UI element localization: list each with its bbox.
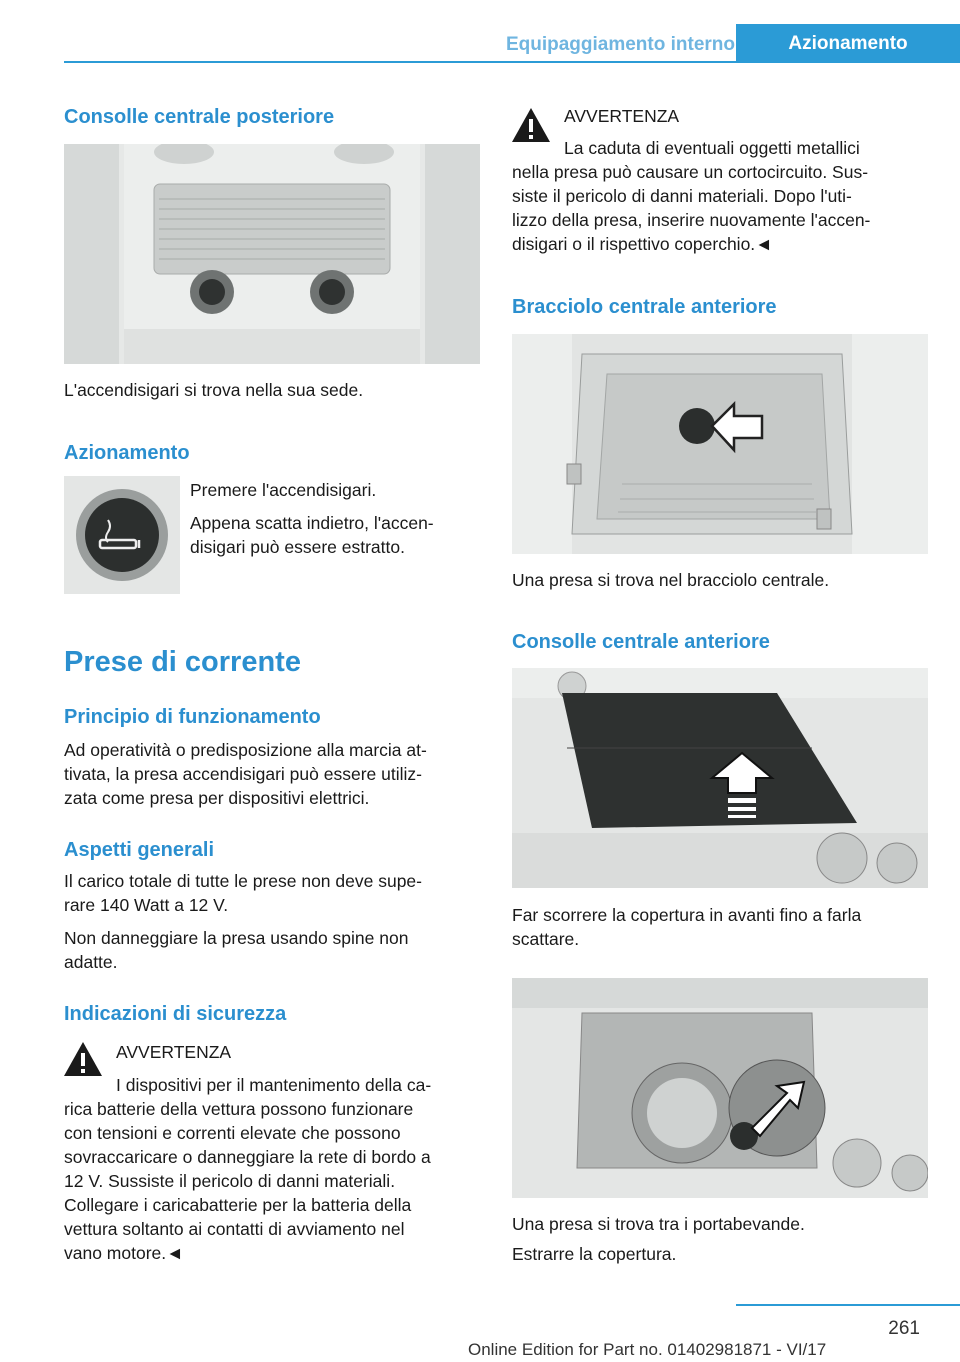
warning-right-line-2: nella presa può causare un cortocircuito. Sus‐ <box>512 162 869 182</box>
heading-power-sockets: Prese di corrente <box>64 646 301 678</box>
warning-right-line-4: lizzo della presa, inserire nuovamente l'accen‐ <box>512 210 871 230</box>
footer-rule <box>736 1304 960 1306</box>
front-console-image <box>512 668 928 888</box>
caption-front-line-1: Far scorrere la copertura in avanti fino a farla <box>512 905 862 925</box>
general-line-4: adatte. <box>64 952 118 972</box>
warning-right-line-1: La caduta di eventuali oggetti metallici <box>564 138 860 158</box>
page-number: 261 <box>888 1318 920 1339</box>
cigarette-lighter-image <box>64 476 180 594</box>
heading-front-armrest: Bracciolo centrale anteriore <box>512 296 777 318</box>
heading-rear-console: Consolle centrale posteriore <box>64 106 335 128</box>
warning-left-line-5: 12 V. Sussiste il pericolo di danni materiali. <box>64 1171 396 1191</box>
warning-right-line-3: siste il pericolo di danni materiali. Dopo l'uti‐ <box>512 186 852 206</box>
heading-front-console: Consolle centrale anteriore <box>512 631 770 653</box>
heading-safety: Indicazioni di sicurezza <box>64 1003 287 1025</box>
rear-console-image <box>64 144 480 364</box>
warning-left-line-3: con tensioni e correnti elevate che possono <box>64 1123 401 1143</box>
warning-left-line-1: I dispositivi per il mantenimento della ca‐ <box>116 1075 432 1095</box>
operation-step-2b: disigari può essere estratto. <box>190 537 405 557</box>
operation-step-1: Premere l'accendisigari. <box>190 480 377 500</box>
caption-cupholder-2: Estrarre la copertura. <box>512 1244 677 1264</box>
caption-armrest: Una presa si trova nel bracciolo centrale. <box>512 570 830 590</box>
warning-left-line-4: sovraccaricare o danneggiare la rete di bordo a <box>64 1147 431 1167</box>
warning-left-line-8: vano motore.◄ <box>64 1243 184 1263</box>
warning-title-right: AVVERTENZA <box>564 106 680 126</box>
caption-cupholder-1: Una presa si trova tra i portabevande. <box>512 1214 805 1234</box>
principle-line-3: zata come presa per dispositivi elettrici. <box>64 788 370 808</box>
general-line-2: rare 140 Watt a 12 V. <box>64 895 229 915</box>
general-line-1: Il carico totale di tutte le prese non deve supe‐ <box>64 871 422 891</box>
cupholder-image <box>512 978 928 1198</box>
warning-title-left: AVVERTENZA <box>116 1042 232 1062</box>
principle-line-2: tivata, la presa accendisigari può essere utiliz‐ <box>64 764 422 784</box>
warning-left-line-6: Collegare i caricabatterie per la batteria della <box>64 1195 412 1215</box>
warning-left-line-7: vettura soltanto ai contatti di avviamento nel <box>64 1219 405 1239</box>
warning-triangle-icon <box>510 106 552 144</box>
header-section-title: Equipaggiamento interno <box>505 34 735 55</box>
warning-left-line-2: rica batterie della vettura possono funzionare <box>64 1099 414 1119</box>
operation-step-2a: Appena scatta indietro, l'accen‐ <box>190 513 434 533</box>
heading-principle: Principio di funzionamento <box>64 706 321 728</box>
warning-right-line-5: disigari o il rispettivo coperchio.◄ <box>512 234 773 254</box>
caption-front-line-2: scattare. <box>512 929 580 949</box>
general-line-3: Non danneggiare la presa usando spine non <box>64 928 409 948</box>
header-rule <box>64 61 960 63</box>
armrest-image <box>512 334 928 554</box>
edition-footer: Online Edition for Part no. 01402981871 - VI/17 <box>468 1340 827 1359</box>
heading-general: Aspetti generali <box>64 839 215 861</box>
heading-operation: Azionamento <box>64 442 190 464</box>
header-chapter-tab: Azionamento <box>736 24 960 63</box>
warning-triangle-icon <box>62 1040 104 1078</box>
principle-line-1: Ad operatività o predisposizione alla marcia at‐ <box>64 740 427 760</box>
caption-rear-console: L'accendisigari si trova nella sua sede. <box>64 380 364 400</box>
